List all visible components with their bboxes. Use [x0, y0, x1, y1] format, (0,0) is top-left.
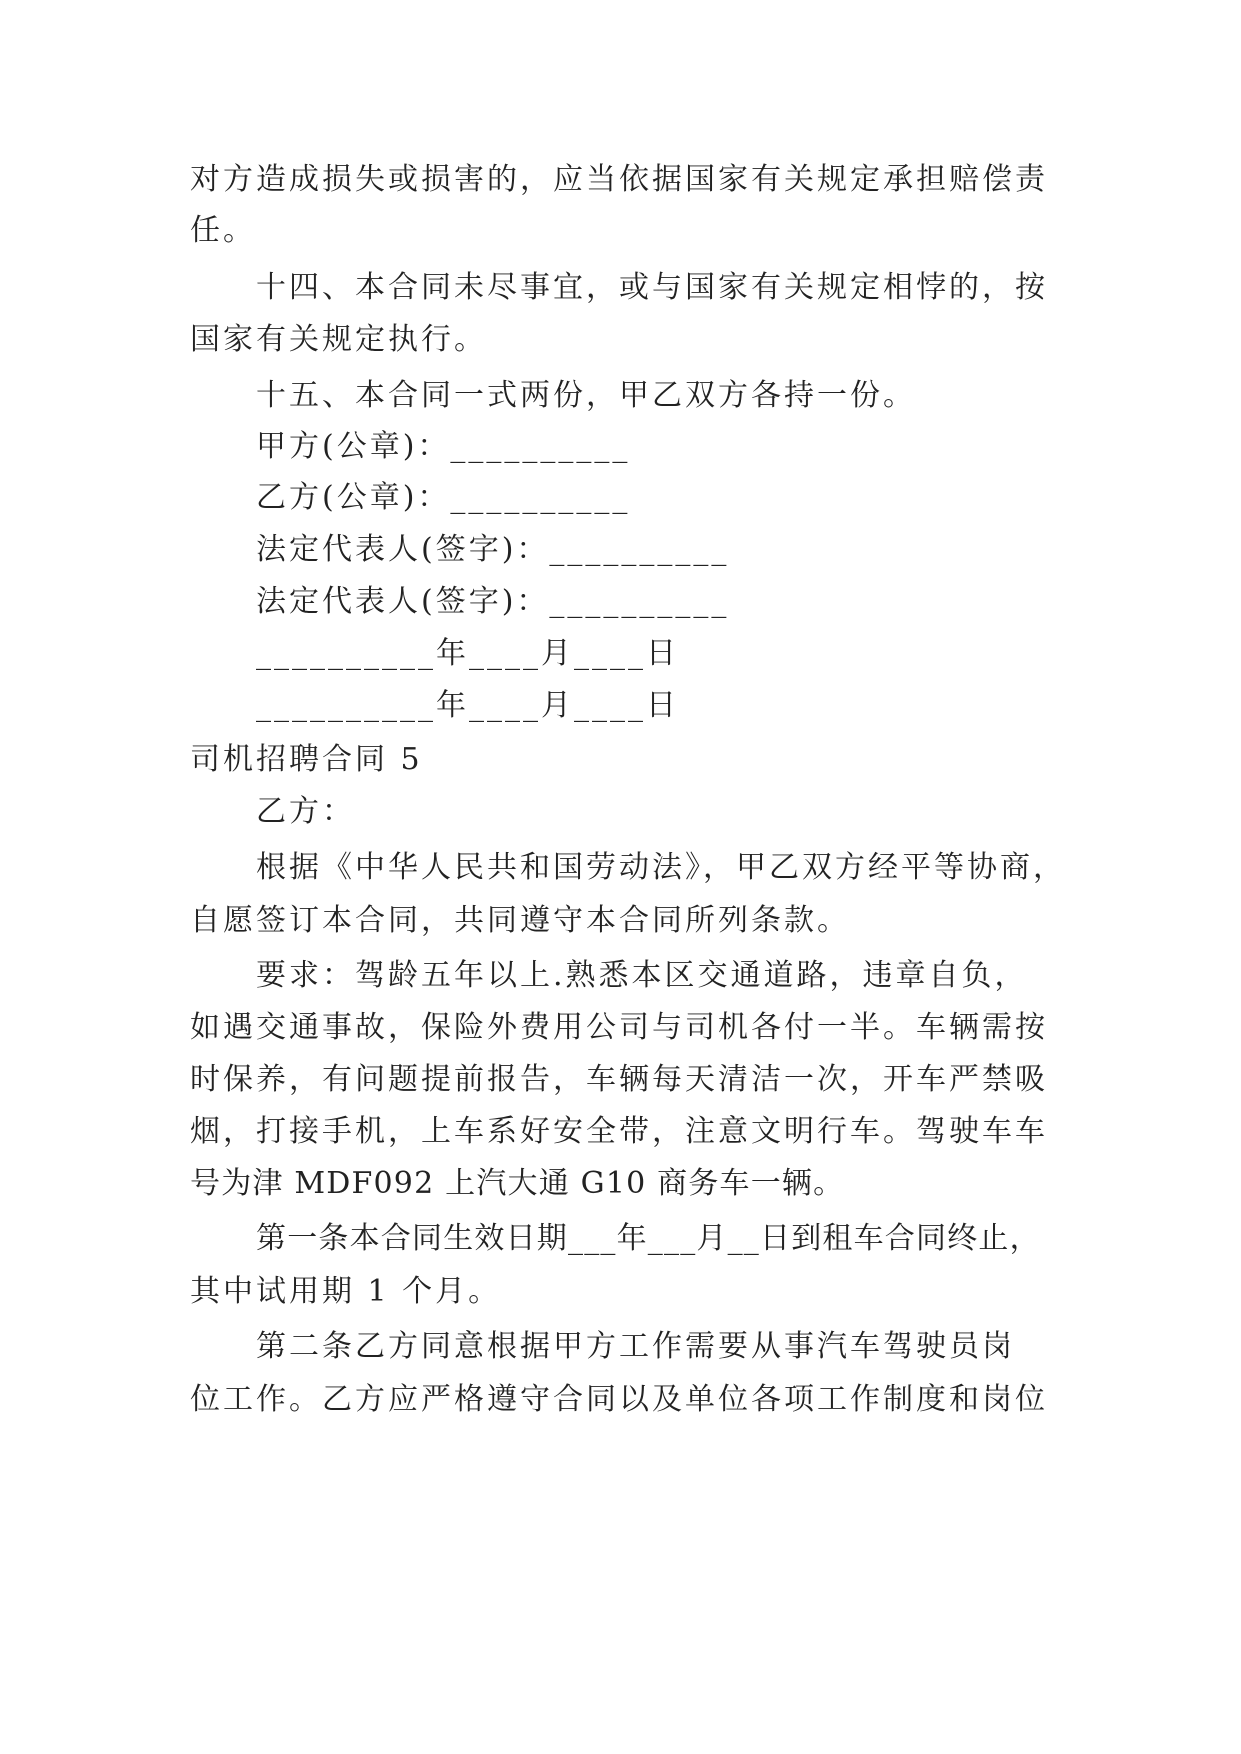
text-line: 烟，打接手机，上车系好安全带，注意文明行车。驾驶车车 [190, 1114, 1048, 1149]
text-line: 十五、本合同一式两份，甲乙双方各持一份。 [256, 378, 916, 413]
text-line: 自愿签订本合同，共同遵守本合同所列条款。 [190, 903, 850, 938]
text-line: 第一条本合同生效日期___年___月__日到租车合同终止， [256, 1221, 1041, 1256]
signature-line: 法定代表人(签字)：__________ [256, 532, 730, 567]
text-line: 位工作。乙方应严格遵守合同以及单位各项工作制度和岗位 [190, 1382, 1048, 1417]
signature-line: 甲方(公章)：__________ [256, 429, 631, 464]
text-line: 如遇交通事故，保险外费用公司与司机各付一半。车辆需按 [190, 1010, 1048, 1045]
text-line: 其中试用期 1 个月。 [190, 1274, 502, 1309]
text-line: 对方造成损失或损害的，应当依据国家有关规定承担赔偿责 [190, 162, 1048, 197]
section-title: 司机招聘合同 5 [190, 742, 423, 777]
text-line: 任。 [190, 213, 256, 248]
text-line: 号为津 MDF092 上汽大通 G10 商务车一辆。 [190, 1166, 845, 1201]
signature-line: 乙方(公章)：__________ [256, 480, 631, 515]
text-line: 要求：驾龄五年以上.熟悉本区交通道路，违章自负， [256, 958, 1028, 993]
text-line: 时保养，有问题提前报告，车辆每天清洁一次，开车严禁吸 [190, 1062, 1048, 1097]
text-line: 乙方： [256, 794, 355, 829]
text-line: 第二条乙方同意根据甲方工作需要从事汽车驾驶员岗 [256, 1329, 1015, 1364]
text-line: 根据《中华人民共和国劳动法》，甲乙双方经平等协商， [256, 850, 1066, 885]
text-line: 国家有关规定执行。 [190, 322, 487, 357]
date-line: __________年____月____日 [256, 636, 679, 671]
date-line: __________年____月____日 [256, 688, 679, 723]
text-line: 十四、本合同未尽事宜，或与国家有关规定相悖的，按 [256, 270, 1048, 305]
signature-line: 法定代表人(签字)：__________ [256, 584, 730, 619]
